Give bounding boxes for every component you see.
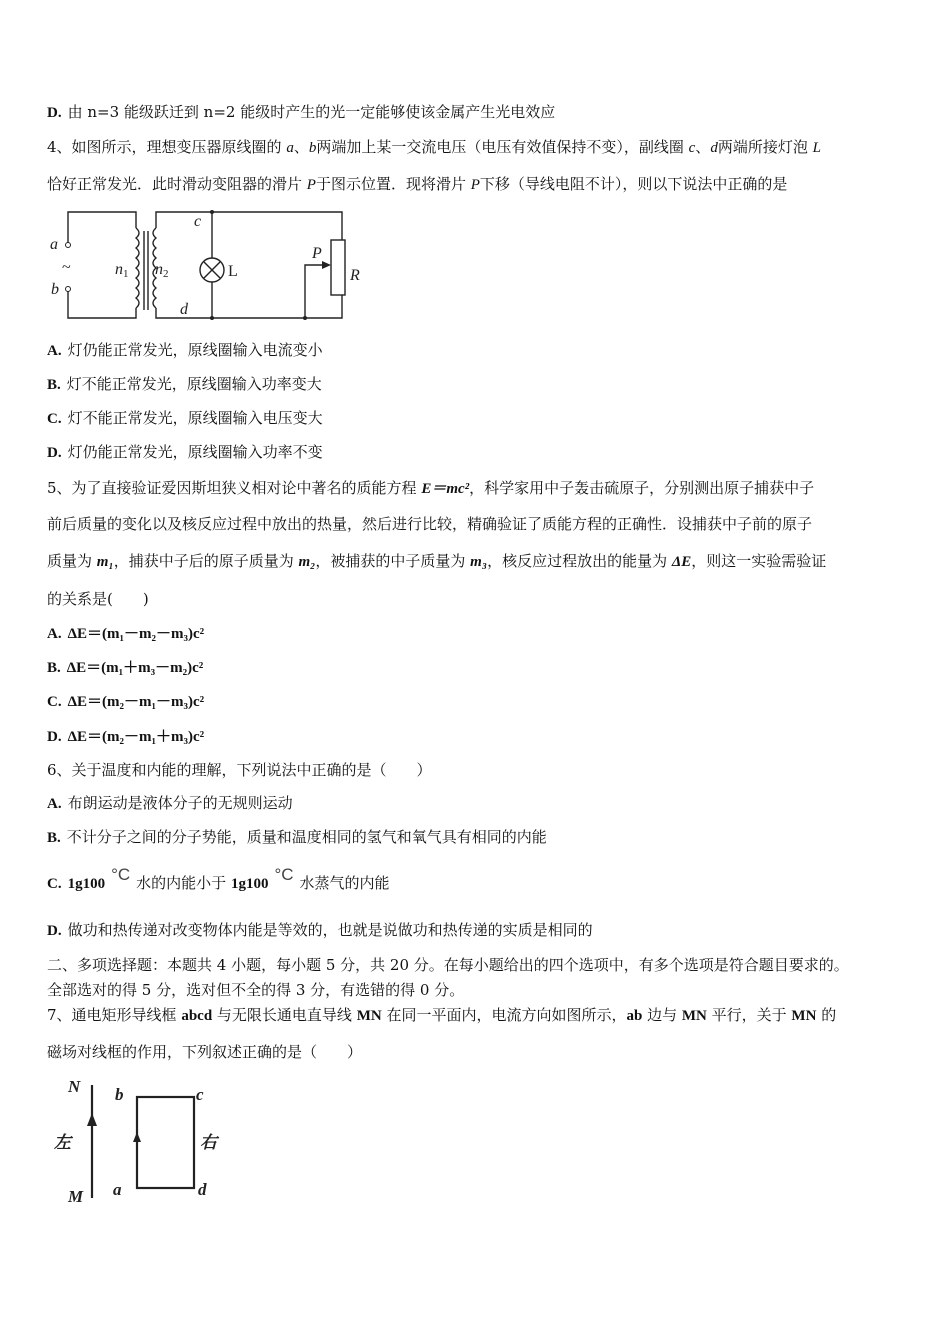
text: 下移（导线电阻不计），则以下说法中正确的是 [479,175,788,193]
option-label: C. [47,876,62,892]
option-label: A. [47,343,62,359]
q4-stem-line2 [47,174,787,195]
var-b: b [308,140,317,156]
option-text: ΔE＝(m₂－m₁－m₃)c² [67,694,205,710]
var-c: c [688,140,696,156]
text: 、 [695,138,711,156]
label-c: c [194,213,202,230]
text: 边与 [642,1006,682,1024]
text: 平行，关于 [706,1006,792,1024]
label-left: 左 [54,1133,71,1152]
q7-stem-line1 [47,1005,836,1026]
term: abcd [181,1008,213,1024]
text: 两端所接灯泡 [717,138,813,156]
option-label: B. [47,660,61,676]
term: MN [356,1008,382,1024]
var-d: d [710,140,718,156]
section2-heading-line2: 全部选对的得 5 分，选对但不全的得 3 分，有选错的得 0 分。 [47,981,465,999]
q5-option-a [47,623,204,644]
label-M: M [68,1187,84,1206]
var-P: P [306,177,316,193]
option-label: D. [47,729,62,745]
text: 与无限长通电直导线 [212,1006,357,1024]
label-b: b [51,281,59,298]
option-text: 灯仍能正常发光，原线圈输入电流变小 [67,341,323,359]
var-P: P [470,177,480,193]
text: 两端加上某一交流电压（电压有效值保持不变），副线圈 [316,138,689,156]
text: 、 [293,138,309,156]
degree-celsius: °C [111,865,131,884]
q6-option-c [47,865,390,894]
degree-celsius: °C [274,865,294,884]
text: 水的内能小于 [136,874,231,892]
q4-option-a [47,340,323,361]
option-label: B. [47,377,61,393]
label-R: R [350,267,360,284]
option-text: 灯不能正常发光，原线圈输入电压变大 [67,409,323,427]
label-N: N [68,1077,81,1096]
var-a: a [286,140,294,156]
q3-option-d [47,102,555,123]
text: 于图示位置．现将滑片 [315,175,471,193]
q6-option-b [47,827,547,848]
text: 在同一平面内，电流方向如图所示， [381,1006,627,1024]
text: ，核反应过程放出的能量为 [487,552,672,570]
label-c: c [196,1085,204,1104]
label-right: 右 [200,1133,217,1152]
text: 7、通电矩形导线框 [47,1006,182,1024]
text: 质量为 [47,552,97,570]
q5-option-d [47,726,204,747]
label-b: b [115,1085,124,1104]
option-text: 灯不能正常发光，原线圈输入功率变大 [66,375,322,393]
option-label: D. [47,445,62,461]
option-text: 由 n=3 能级跃迁到 n=2 能级时产生的光一定能够使该金属产生光电效应 [67,103,556,121]
text: 5、为了直接验证爱因斯坦狭义相对论中著名的质能方程 [47,479,422,497]
q5-option-b [47,657,203,678]
option-label: C. [47,694,62,710]
option-label: D. [47,923,62,939]
label-n2: n2 [155,261,169,280]
option-text: ΔE＝(m₁－m₂－m₃)c² [67,626,205,642]
text: 的 [816,1006,837,1024]
var-m1: m₁ [96,554,114,570]
option-text: 做功和热传递对改变物体内能是等效的，也就是说做功和热传递的实质是相同的 [67,921,593,939]
term: MN [681,1008,707,1024]
option-label: C. [47,411,62,427]
text: 4、如图所示，理想变压器原线圈的 [47,138,287,156]
label-n1: n1 [115,261,129,280]
q5-stem-line1 [47,478,814,499]
wire-loop-diagram [50,1070,230,1210]
quantity: 1g100 [230,876,269,892]
text: ，则这一实验需验证 [691,552,827,570]
text: 恰好正常发光．此时滑动变阻器的滑片 [47,175,307,193]
option-text: ΔE＝(m₁＋m₃－m₂)c² [66,660,204,676]
q7-stem-line2: 磁场对线框的作用，下列叙述正确的是（ ） [47,1043,363,1061]
option-label: A. [47,796,62,812]
option-label: D. [47,105,62,121]
transformer-circuit-diagram [40,200,380,330]
term: MN [791,1008,817,1024]
q5-stem-line2: 前后质量的变化以及核反应过程中放出的热量，然后进行比较，精确验证了质能方程的正确性．设捕获中子前的原子 [47,515,813,533]
ac-symbol: ~ [62,259,71,276]
text: ，被捕获的中子质量为 [315,552,471,570]
text: ，科学家用中子轰击硫原子，分别测出原子捕获中子 [469,479,815,497]
option-text: 不计分子之间的分子势能，质量和温度相同的氢气和氧气具有相同的内能 [66,828,547,846]
var-m3: m₃ [470,554,488,570]
option-label: B. [47,830,61,846]
section2-heading-line1: 二、多项选择题：本题共 4 小题，每小题 5 分，共 20 分。在每小题给出的四个选项中，有多个选项是符合题目要求的。 [47,956,849,974]
q6-option-d [47,920,593,941]
text: 水蒸气的内能 [299,874,390,892]
q4-option-c [47,408,323,429]
var-m2: m₂ [298,554,316,570]
label-P: P [312,245,322,262]
q4-stem-line1 [47,137,821,158]
term: ab [626,1008,643,1024]
var-dE: ΔE [671,554,692,570]
q5-stem-line3 [47,551,826,572]
q5-stem-line4: 的关系是( ) [47,590,149,608]
var-L: L [812,140,821,156]
quantity: 1g100 [67,876,106,892]
label-lamp: L [228,263,238,280]
q5-option-c [47,691,204,712]
option-text: 灯仍能正常发光，原线圈输入功率不变 [67,443,323,461]
label-d: d [198,1180,207,1199]
formula: E＝mc² [421,481,470,497]
option-text: 布朗运动是液体分子的无规则运动 [67,794,293,812]
option-label: A. [47,626,62,642]
q6-option-a [47,793,293,814]
label-a: a [113,1180,122,1199]
q4-option-b [47,374,322,395]
q4-option-d [47,442,323,463]
label-a: a [50,236,58,253]
q6-stem: 6、关于温度和内能的理解，下列说法中正确的是（ ） [47,761,432,779]
text: ，捕获中子后的原子质量为 [113,552,299,570]
label-d: d [180,301,188,318]
option-text: ΔE＝(m₂－m₁＋m₃)c² [67,729,205,745]
